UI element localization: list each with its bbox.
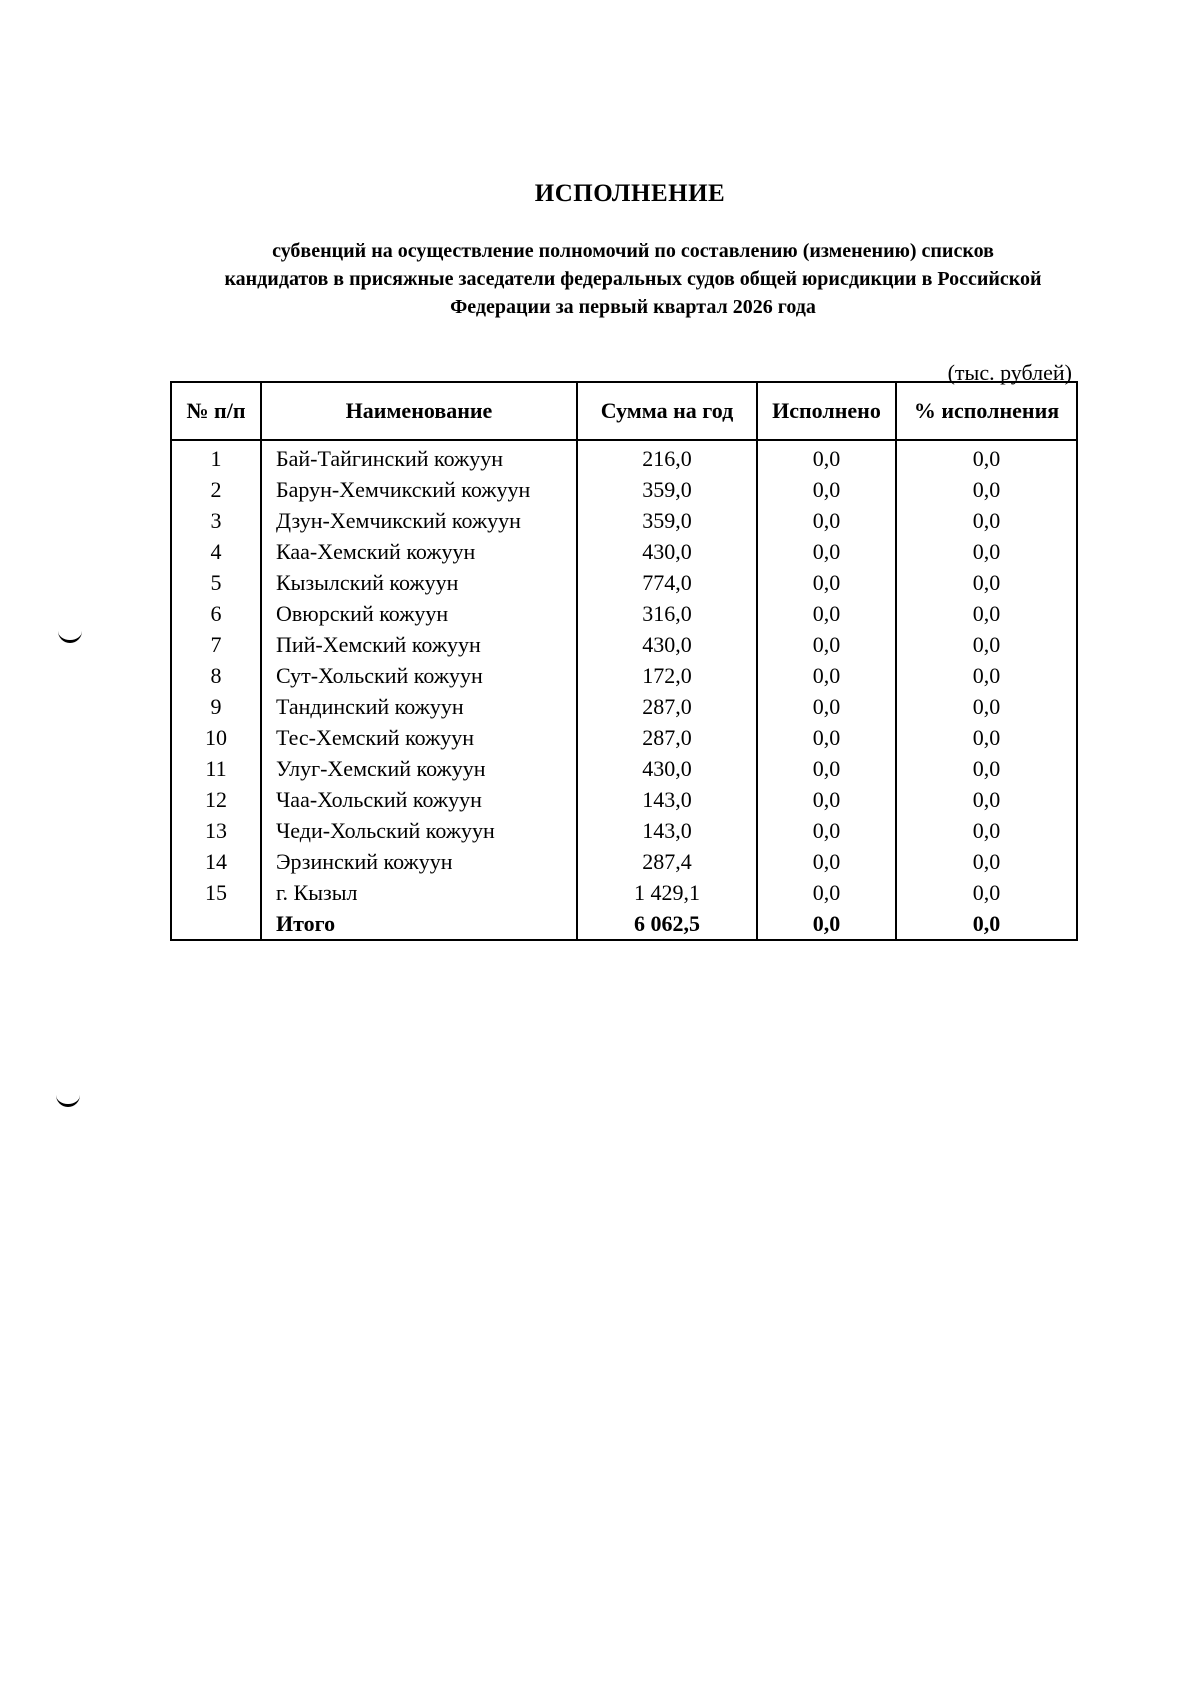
row-num: 1 (171, 440, 261, 474)
row-num: 7 (171, 629, 261, 660)
table-row (171, 877, 1077, 908)
header-pct: % исполнения (896, 382, 1077, 440)
row-num: 15 (171, 877, 261, 908)
row-plan: 287,0 (577, 691, 757, 722)
table-row (171, 815, 1077, 846)
binding-mark (58, 630, 82, 643)
row-plan: 359,0 (577, 474, 757, 505)
row-name: Каа-Хемский кожуун (261, 536, 577, 567)
row-done: 0,0 (757, 536, 896, 567)
row-num: 9 (171, 691, 261, 722)
row-pct: 0,0 (896, 753, 1077, 784)
row-pct: 0,0 (896, 629, 1077, 660)
row-pct: 0,0 (896, 505, 1077, 536)
table-row (171, 474, 1077, 505)
document-subtitle: субвенций на осуществление полномочий по составлению (изменению) списков кандидатов в присяжные заседатели федеральных судов общей юрисдикции в Российской Федерации за первый квартал 2026 года (224, 240, 1042, 318)
row-done: 0,0 (757, 846, 896, 877)
row-pct: 0,0 (896, 474, 1077, 505)
row-plan: 430,0 (577, 629, 757, 660)
row-name: Эрзинский кожуун (261, 846, 577, 877)
row-num: 13 (171, 815, 261, 846)
row-plan: 430,0 (577, 536, 757, 567)
row-done: 0,0 (757, 440, 896, 474)
document-title: ИСПОЛНЕНИЕ (534, 180, 726, 207)
row-pct: 0,0 (896, 440, 1077, 474)
row-name: Чаа-Хольский кожуун (261, 784, 577, 815)
row-done: 0,0 (757, 784, 896, 815)
binding-mark (56, 1094, 80, 1107)
row-name: Бай-Тайгинский кожуун (261, 440, 577, 474)
row-name: Дзун-Хемчикский кожуун (261, 505, 577, 536)
row-done: 0,0 (757, 567, 896, 598)
row-done: 0,0 (757, 505, 896, 536)
row-name: Тандинский кожуун (261, 691, 577, 722)
total-row (171, 908, 1077, 940)
total-num (171, 908, 261, 940)
table-row (171, 598, 1077, 629)
row-num: 14 (171, 846, 261, 877)
total-pct: 0,0 (896, 908, 1077, 940)
header-name: Наименование (261, 382, 577, 440)
row-pct: 0,0 (896, 660, 1077, 691)
row-pct: 0,0 (896, 567, 1077, 598)
row-plan: 1 429,1 (577, 877, 757, 908)
table-row (171, 567, 1077, 598)
table-row (171, 722, 1077, 753)
row-num: 6 (171, 598, 261, 629)
row-done: 0,0 (757, 722, 896, 753)
row-name: Барун-Хемчикский кожуун (261, 474, 577, 505)
table-row (171, 846, 1077, 877)
row-done: 0,0 (757, 815, 896, 846)
row-pct: 0,0 (896, 598, 1077, 629)
row-num: 10 (171, 722, 261, 753)
row-plan: 287,0 (577, 722, 757, 753)
row-pct: 0,0 (896, 815, 1077, 846)
units-label: (тыс. рублей) (947, 360, 1072, 385)
row-name: Овюрский кожуун (261, 598, 577, 629)
execution-table (170, 381, 1078, 941)
row-plan: 774,0 (577, 567, 757, 598)
row-num: 12 (171, 784, 261, 815)
row-plan: 287,4 (577, 846, 757, 877)
header-plan: Сумма на год (577, 382, 757, 440)
row-done: 0,0 (757, 598, 896, 629)
row-name: Улуг-Хемский кожуун (261, 753, 577, 784)
total-label: Итого (261, 908, 577, 940)
row-done: 0,0 (757, 753, 896, 784)
row-name: Тес-Хемский кожуун (261, 722, 577, 753)
table-row (171, 536, 1077, 567)
row-name: Чеди-Хольский кожуун (261, 815, 577, 846)
row-pct: 0,0 (896, 846, 1077, 877)
row-plan: 172,0 (577, 660, 757, 691)
row-plan: 216,0 (577, 440, 757, 474)
table-row (171, 784, 1077, 815)
total-done: 0,0 (757, 908, 896, 940)
row-plan: 316,0 (577, 598, 757, 629)
row-name: г. Кызыл (261, 877, 577, 908)
row-plan: 359,0 (577, 505, 757, 536)
row-pct: 0,0 (896, 784, 1077, 815)
table-row (171, 440, 1077, 474)
row-pct: 0,0 (896, 722, 1077, 753)
row-done: 0,0 (757, 691, 896, 722)
total-plan: 6 062,5 (577, 908, 757, 940)
row-name: Кызылский кожуун (261, 567, 577, 598)
row-num: 3 (171, 505, 261, 536)
row-plan: 430,0 (577, 753, 757, 784)
row-name: Пий-Хемский кожуун (261, 629, 577, 660)
row-done: 0,0 (757, 629, 896, 660)
table-header-row (171, 382, 1077, 440)
header-done: Исполнено (757, 382, 896, 440)
row-num: 2 (171, 474, 261, 505)
row-done: 0,0 (757, 474, 896, 505)
header-num: № п/п (171, 382, 261, 440)
table-row (171, 660, 1077, 691)
table-row (171, 505, 1077, 536)
row-num: 4 (171, 536, 261, 567)
row-plan: 143,0 (577, 815, 757, 846)
row-pct: 0,0 (896, 877, 1077, 908)
row-pct: 0,0 (896, 536, 1077, 567)
table-row (171, 691, 1077, 722)
row-num: 11 (171, 753, 261, 784)
row-done: 0,0 (757, 660, 896, 691)
row-name: Сут-Хольский кожуун (261, 660, 577, 691)
row-plan: 143,0 (577, 784, 757, 815)
table-row (171, 753, 1077, 784)
row-done: 0,0 (757, 877, 896, 908)
row-num: 8 (171, 660, 261, 691)
row-pct: 0,0 (896, 691, 1077, 722)
row-num: 5 (171, 567, 261, 598)
table-row (171, 629, 1077, 660)
